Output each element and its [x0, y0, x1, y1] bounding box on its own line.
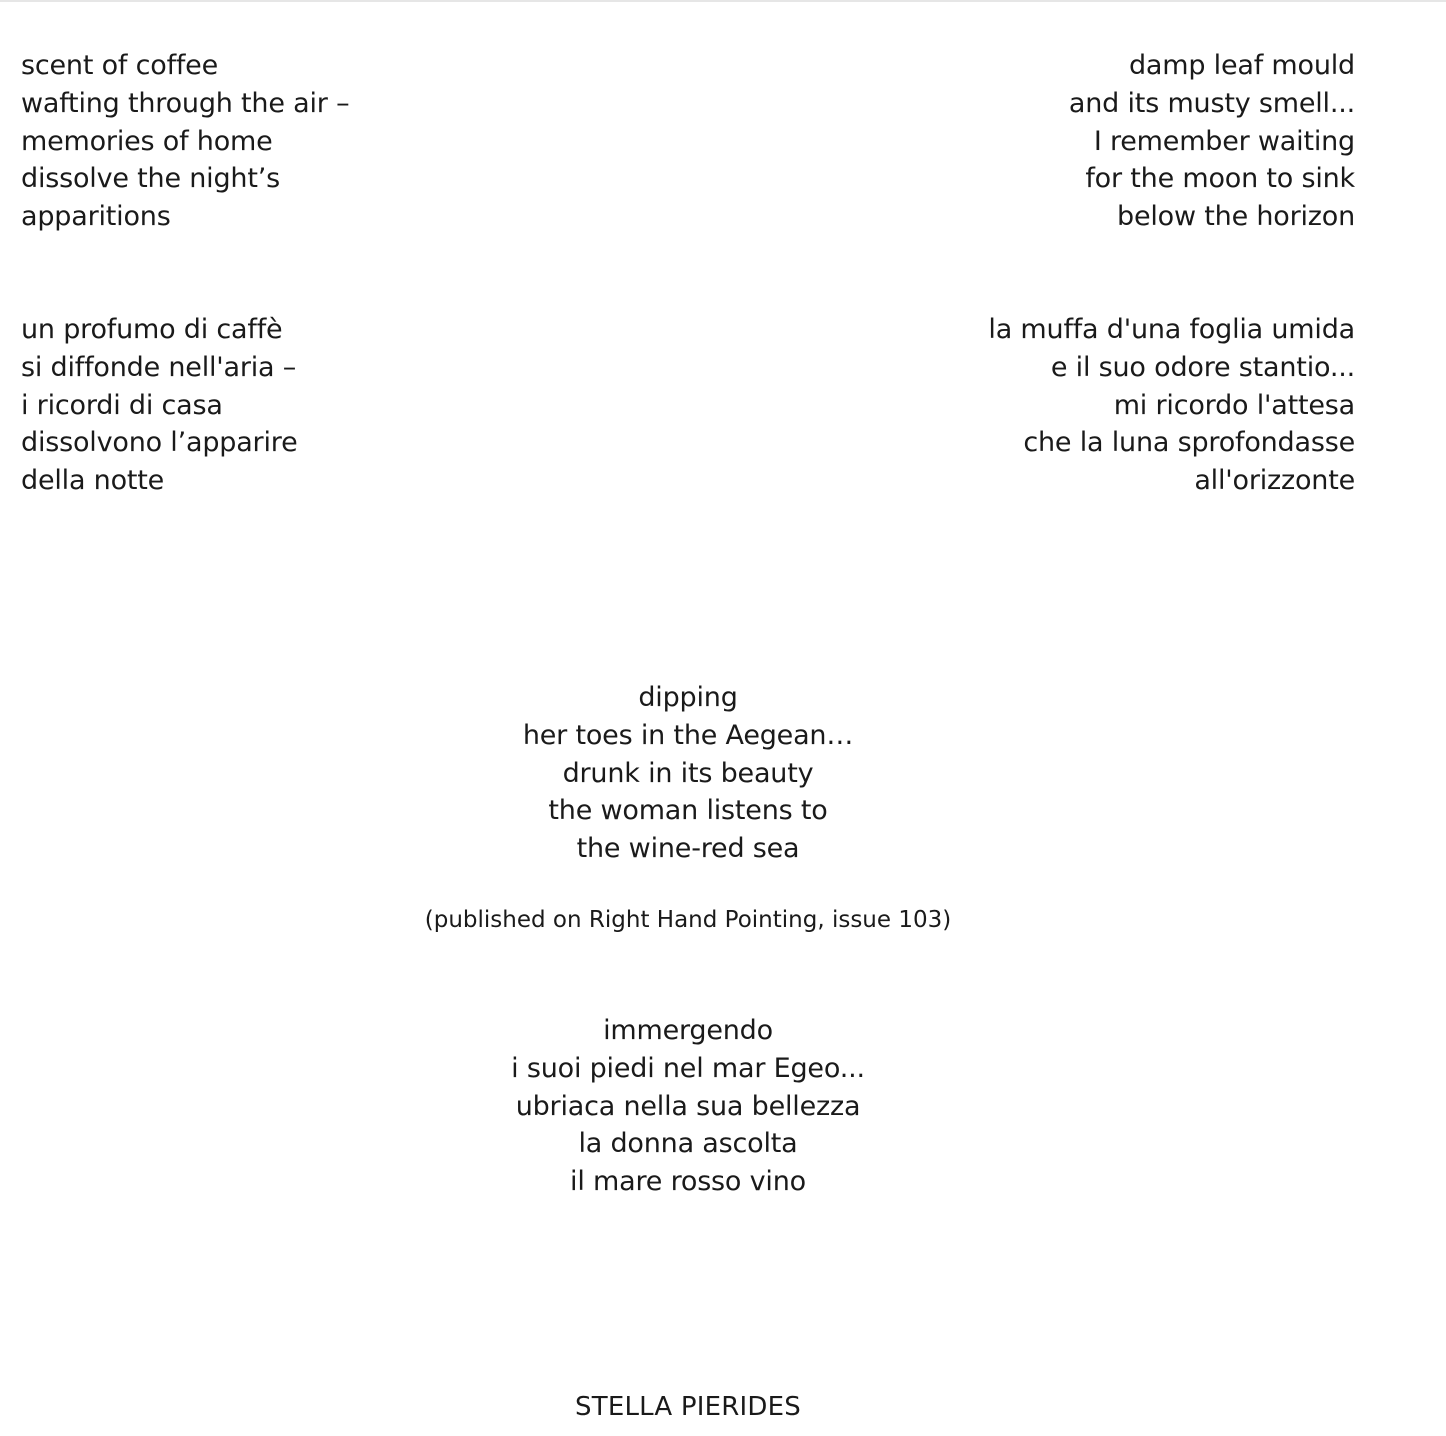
poem-line: immergendo	[603, 1015, 773, 1046]
poem-line: below the horizon	[1117, 201, 1355, 233]
poem-line: si diffonde nell'aria –	[21, 351, 297, 383]
poem-line: for the moon to sink	[1085, 163, 1355, 195]
poem-line: memories of home	[21, 125, 273, 157]
poem-leaf-english	[1069, 47, 1355, 236]
poem-line: la muffa d'una foglia umida	[988, 314, 1355, 345]
poem-coffee-english	[21, 47, 349, 236]
poem-line: la donna ascolta	[578, 1128, 798, 1160]
poem-line: and its musty smell...	[1068, 87, 1355, 119]
poem-line: dissolve the night’s	[21, 163, 280, 195]
poem-coffee-italian	[21, 311, 297, 500]
poem-line: scent of coffee	[21, 50, 219, 81]
poem-line: the woman listens to	[548, 795, 828, 827]
poem-line: ubriaca nella sua bellezza	[515, 1090, 861, 1122]
poem-aegean-italian	[0, 1012, 1376, 1201]
poem-line: dissolvono l’apparire	[21, 427, 298, 459]
poem-line: della notte	[21, 465, 165, 497]
poem-leaf-italian	[988, 311, 1355, 500]
poem-aegean-english	[0, 679, 1376, 868]
poem-line: damp leaf mould	[1128, 50, 1355, 81]
poem-line: I remember waiting	[1093, 125, 1355, 157]
poem-line: che la luna sprofondasse	[1023, 427, 1355, 459]
poem-line: i ricordi di casa	[21, 389, 223, 421]
author-name: STELLA PIERIDES	[575, 1392, 801, 1422]
poem-line: dipping	[638, 682, 738, 713]
poem-line: il mare rosso vino	[570, 1166, 806, 1198]
poem-line: her toes in the Aegean…	[522, 719, 854, 751]
poem-line: i suoi piedi nel mar Egeo...	[511, 1052, 865, 1084]
poem-line: all'orizzonte	[1194, 465, 1355, 497]
publication-credit: (published on Right Hand Pointing, issue 103)	[424, 907, 952, 933]
poem-line: un profumo di caffè	[21, 314, 283, 345]
poem-line: e il suo odore stantio...	[1050, 351, 1355, 383]
poem-line: mi ricordo l'attesa	[1113, 389, 1355, 421]
poem-line: the wine-red sea	[576, 833, 800, 865]
poem-line: apparitions	[21, 201, 171, 233]
poem-line: wafting through the air –	[21, 87, 350, 119]
top-divider	[0, 0, 1446, 2]
poem-line: drunk in its beauty	[562, 757, 814, 789]
